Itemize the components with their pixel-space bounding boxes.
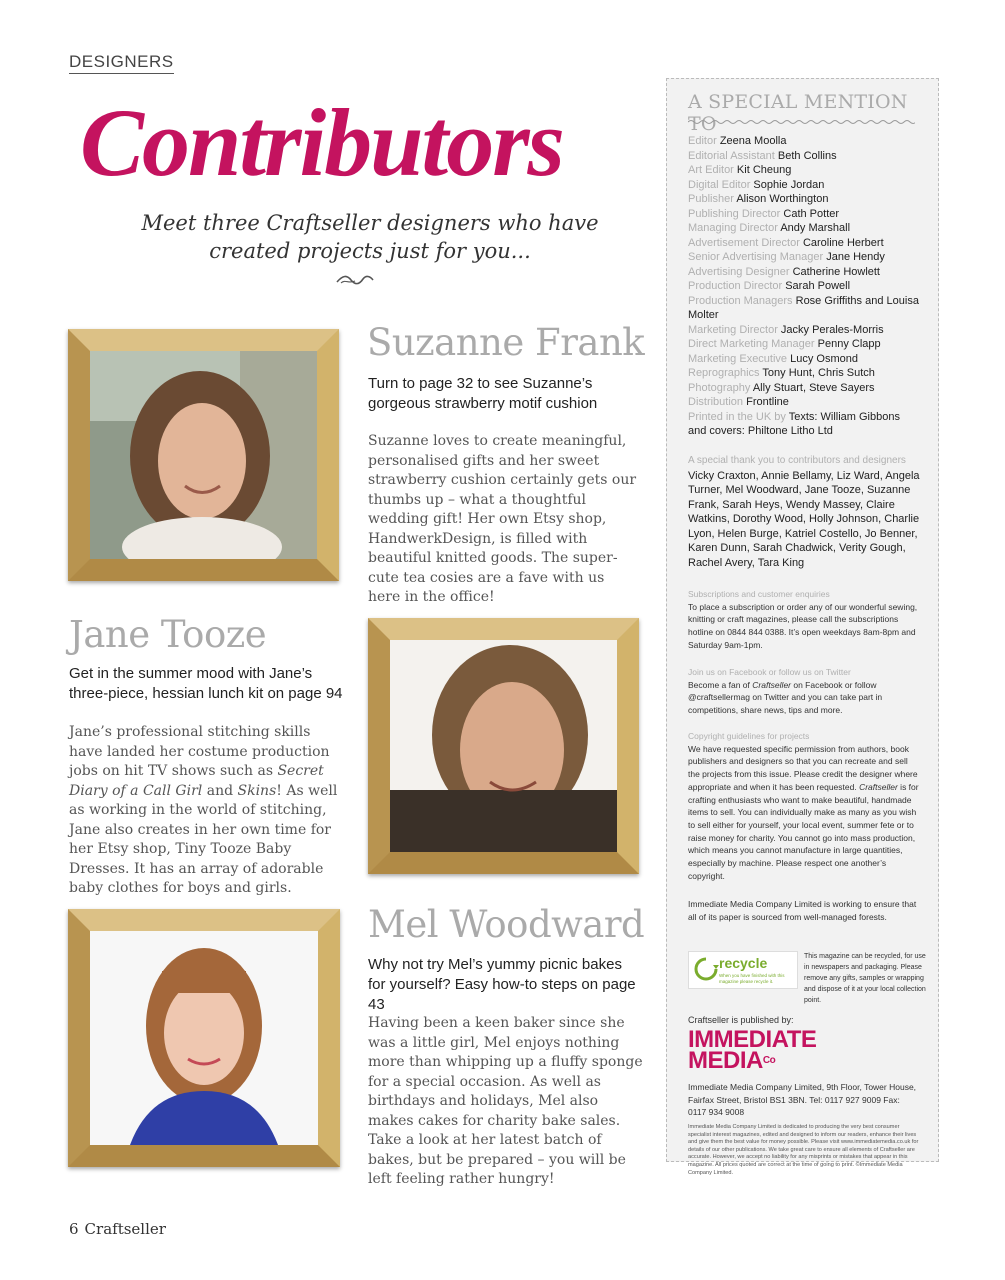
copyright-heading: Copyright guidelines for projects <box>688 731 810 741</box>
recycle-text: This magazine can be recycled, for use in newspapers and packaging. Please remove any gifts, samples or wrapping and dispose of it at your local collection point. <box>804 953 926 1004</box>
credit-line: Editorial Assistant Beth Collins <box>688 149 837 162</box>
designer-bio: Jane’s professional stitching skills have landed her costume production jobs on hit TV shows such as Secret Diary of a Call Girl and Skins! As well as working in the world of stitching, Jane also creates in her own time for her Etsy shop, Tiny Tooze Baby Dresses. It has an array of adorable baby clothes for boys and girls. <box>69 724 338 896</box>
credit-line: Printed in the UK by Texts: William Gibbons and covers: Philtone Litho Ltd <box>688 410 900 437</box>
sidebar-heading: A SPECIAL MENTION TO <box>688 91 908 135</box>
publisher-logo: IMMEDIATE $MEDIA^{Co}$ <box>688 1026 817 1074</box>
credit-line: Digital Editor Sophie Jordan <box>688 178 825 191</box>
copyright-text: We have requested specific permission from authors, book publishers and designers so that you can recreate and sell the projects from this issue. Please credit the designer where appropriate and when it has been requested. Craftseller is for crafting enthusiasts who want to make beautiful, handmade items to sell. You can individually make as many as you wish to sell either for yourself, your local event, summer fete or to raise money for charity. You cannot go into mass production, which means you cannot manufacture in large quantities, especially by machine. Please respect one another’s copyright. <box>688 743 919 881</box>
thanks-heading: A special thank you to contributors and designers <box>688 455 906 466</box>
jane-photo <box>390 640 617 852</box>
designer-lead: Why not try Mel’s yummy picnic bakes for yourself? Easy how-to steps on page 43 <box>368 956 636 1013</box>
recycle-logo-sub: When you have finished with this magazine please recycle it. <box>719 973 785 984</box>
wave-divider <box>688 119 915 125</box>
credit-line: Distribution Frontline <box>688 396 789 408</box>
social-heading: Join us on Facebook or follow us on Twitter <box>688 667 851 677</box>
credit-line: Production Director Sarah Powell <box>688 280 851 292</box>
disclaimer-text: Immediate Media Company Limited is dedicated to producing the very best consumer specialist interest magazines, edited and designed to inform our readers, enhance their lives and give them the best value for money possible. Please visit www.immediatemedia.co.uk for details of our other publications. We take great care to ensure all elements of Craftseller are accurate. However, we accept no liability for any misprints or mistakes that appear in this magazine. All prices quoted are correct at the time of going to print. ©Immediate Media Company Limited. <box>688 1124 919 1176</box>
publisher-address: Immediate Media Company Limited, 9th Floor, Tower House, Fairfax Street, Bristol BS1 3BN. Tel: 0117 927 9009 Fax: 0117 934 9008 <box>688 1082 917 1118</box>
photo-frame-jane <box>368 618 639 874</box>
suzanne-photo <box>90 351 317 559</box>
recycle-icon <box>693 956 719 982</box>
photo-frame-suzanne <box>68 329 339 581</box>
subscriptions-heading: Subscriptions and customer enquiries <box>688 589 830 599</box>
credit-line: Publisher Alison Worthington <box>688 193 829 205</box>
credit-line: Marketing Director Jacky Perales-Morris <box>688 323 884 336</box>
copyright-block <box>688 730 920 882</box>
published-by: Craftseller is published by: <box>688 1015 794 1025</box>
page-folio: 6 Craftseller <box>69 1220 166 1238</box>
designer-name: Suzanne Frank <box>367 321 645 364</box>
credit-line: Advertisement Director Caroline Herbert <box>688 236 884 249</box>
credit-line: Senior Advertising Manager Jane Hendy <box>688 251 885 263</box>
credit-line: Marketing Executive Lucy Osmond <box>688 352 858 365</box>
mel-photo <box>90 931 318 1145</box>
credits-sidebar <box>666 78 939 1176</box>
recycle-logo-text: recycle <box>719 955 768 971</box>
credit-line: Publishing Director Cath Potter <box>688 207 840 220</box>
subscriptions-block <box>688 588 920 652</box>
thanks-names: Vicky Craxton, Annie Bellamy, Liz Ward, Angela Turner, Mel Woodward, Jane Tooze, Suzanne Frank, Sarah Heys, Wendy Massey, Claire Watkins, Dorothy Wood, Holly Johnson, Charlie Lyon, Helen Burge, Katriel Costello, Jo Benner, Karen Dunn, Sarah Chadwick, Verity Gough, Rachel Avery, Tara King <box>688 469 920 569</box>
credit-line: Photography Ally Stuart, Steve Sayers <box>688 381 875 394</box>
credit-line: Direct Marketing Manager Penny Clapp <box>688 338 881 350</box>
forests-text: Immediate Media Company Limited is working to ensure that all of its paper is sourced from well-managed forests. <box>688 899 917 922</box>
social-text: Become a fan of Craftseller on Facebook or follow @craftsellermag on Twitter and you can take part in competitions, share news, tips and more. <box>688 679 883 716</box>
credit-line: Reprographics Tony Hunt, Chris Sutch <box>688 367 875 379</box>
social-block <box>688 666 920 717</box>
intro-text: Meet three Craftseller designers who have created projects just for you... <box>141 211 599 263</box>
credits-list <box>688 134 920 439</box>
credit-line: Art Editor Kit Cheung <box>688 164 792 176</box>
credit-line: Advertising Designer Catherine Howlett <box>688 265 880 278</box>
thanks-block <box>688 454 920 570</box>
flourish-ornament <box>335 273 375 287</box>
credit-line: Editor Zeena Moolla <box>688 135 787 147</box>
recycle-logo <box>688 951 798 989</box>
subscriptions-text: To place a subscription or order any of our wonderful sewing, knitting or craft magazines, please call the subscriptions hotline on 0844 844 0388. It’s open weekdays 8am-8pm and Saturday 9am-1pm. <box>688 601 918 650</box>
designer-bio: Suzanne loves to create meaningful, personalised gifts and her sweet strawberry cushion certainly gets our thumbs up – what a thoughtful wedding gift! Her own Etsy shop, HandwerkDesign, is filled with beautiful knitted goods. The super-cute tea cosies are a fave with us here in the office! <box>368 433 637 605</box>
credit-line: Production Managers Rose Griffiths and Louisa Molter <box>688 294 919 321</box>
photo-frame-mel <box>68 909 340 1167</box>
designer-lead: Turn to page 32 to see Suzanne’s gorgeous strawberry motif cushion <box>368 375 598 412</box>
section-label: DESIGNERS <box>69 52 174 74</box>
designer-bio: Having been a keen baker since she was a little girl, Mel enjoys nothing more than whipping up a fluffy sponge for a special occasion. As well as birthdays and holidays, Mel also makes cakes for charity bake sales. Take a look at her latest batch of bakes, but be prepared – you will be left feeling rather hungry! <box>368 1015 643 1187</box>
designer-name: Jane Tooze <box>69 613 267 656</box>
designer-name: Mel Woodward <box>368 903 645 946</box>
credit-line: Managing Director Andy Marshall <box>688 222 851 234</box>
page-title: Contributors <box>80 89 563 196</box>
designer-lead: Get in the summer mood with Jane’s three-piece, hessian lunch kit on page 94 <box>69 665 343 702</box>
